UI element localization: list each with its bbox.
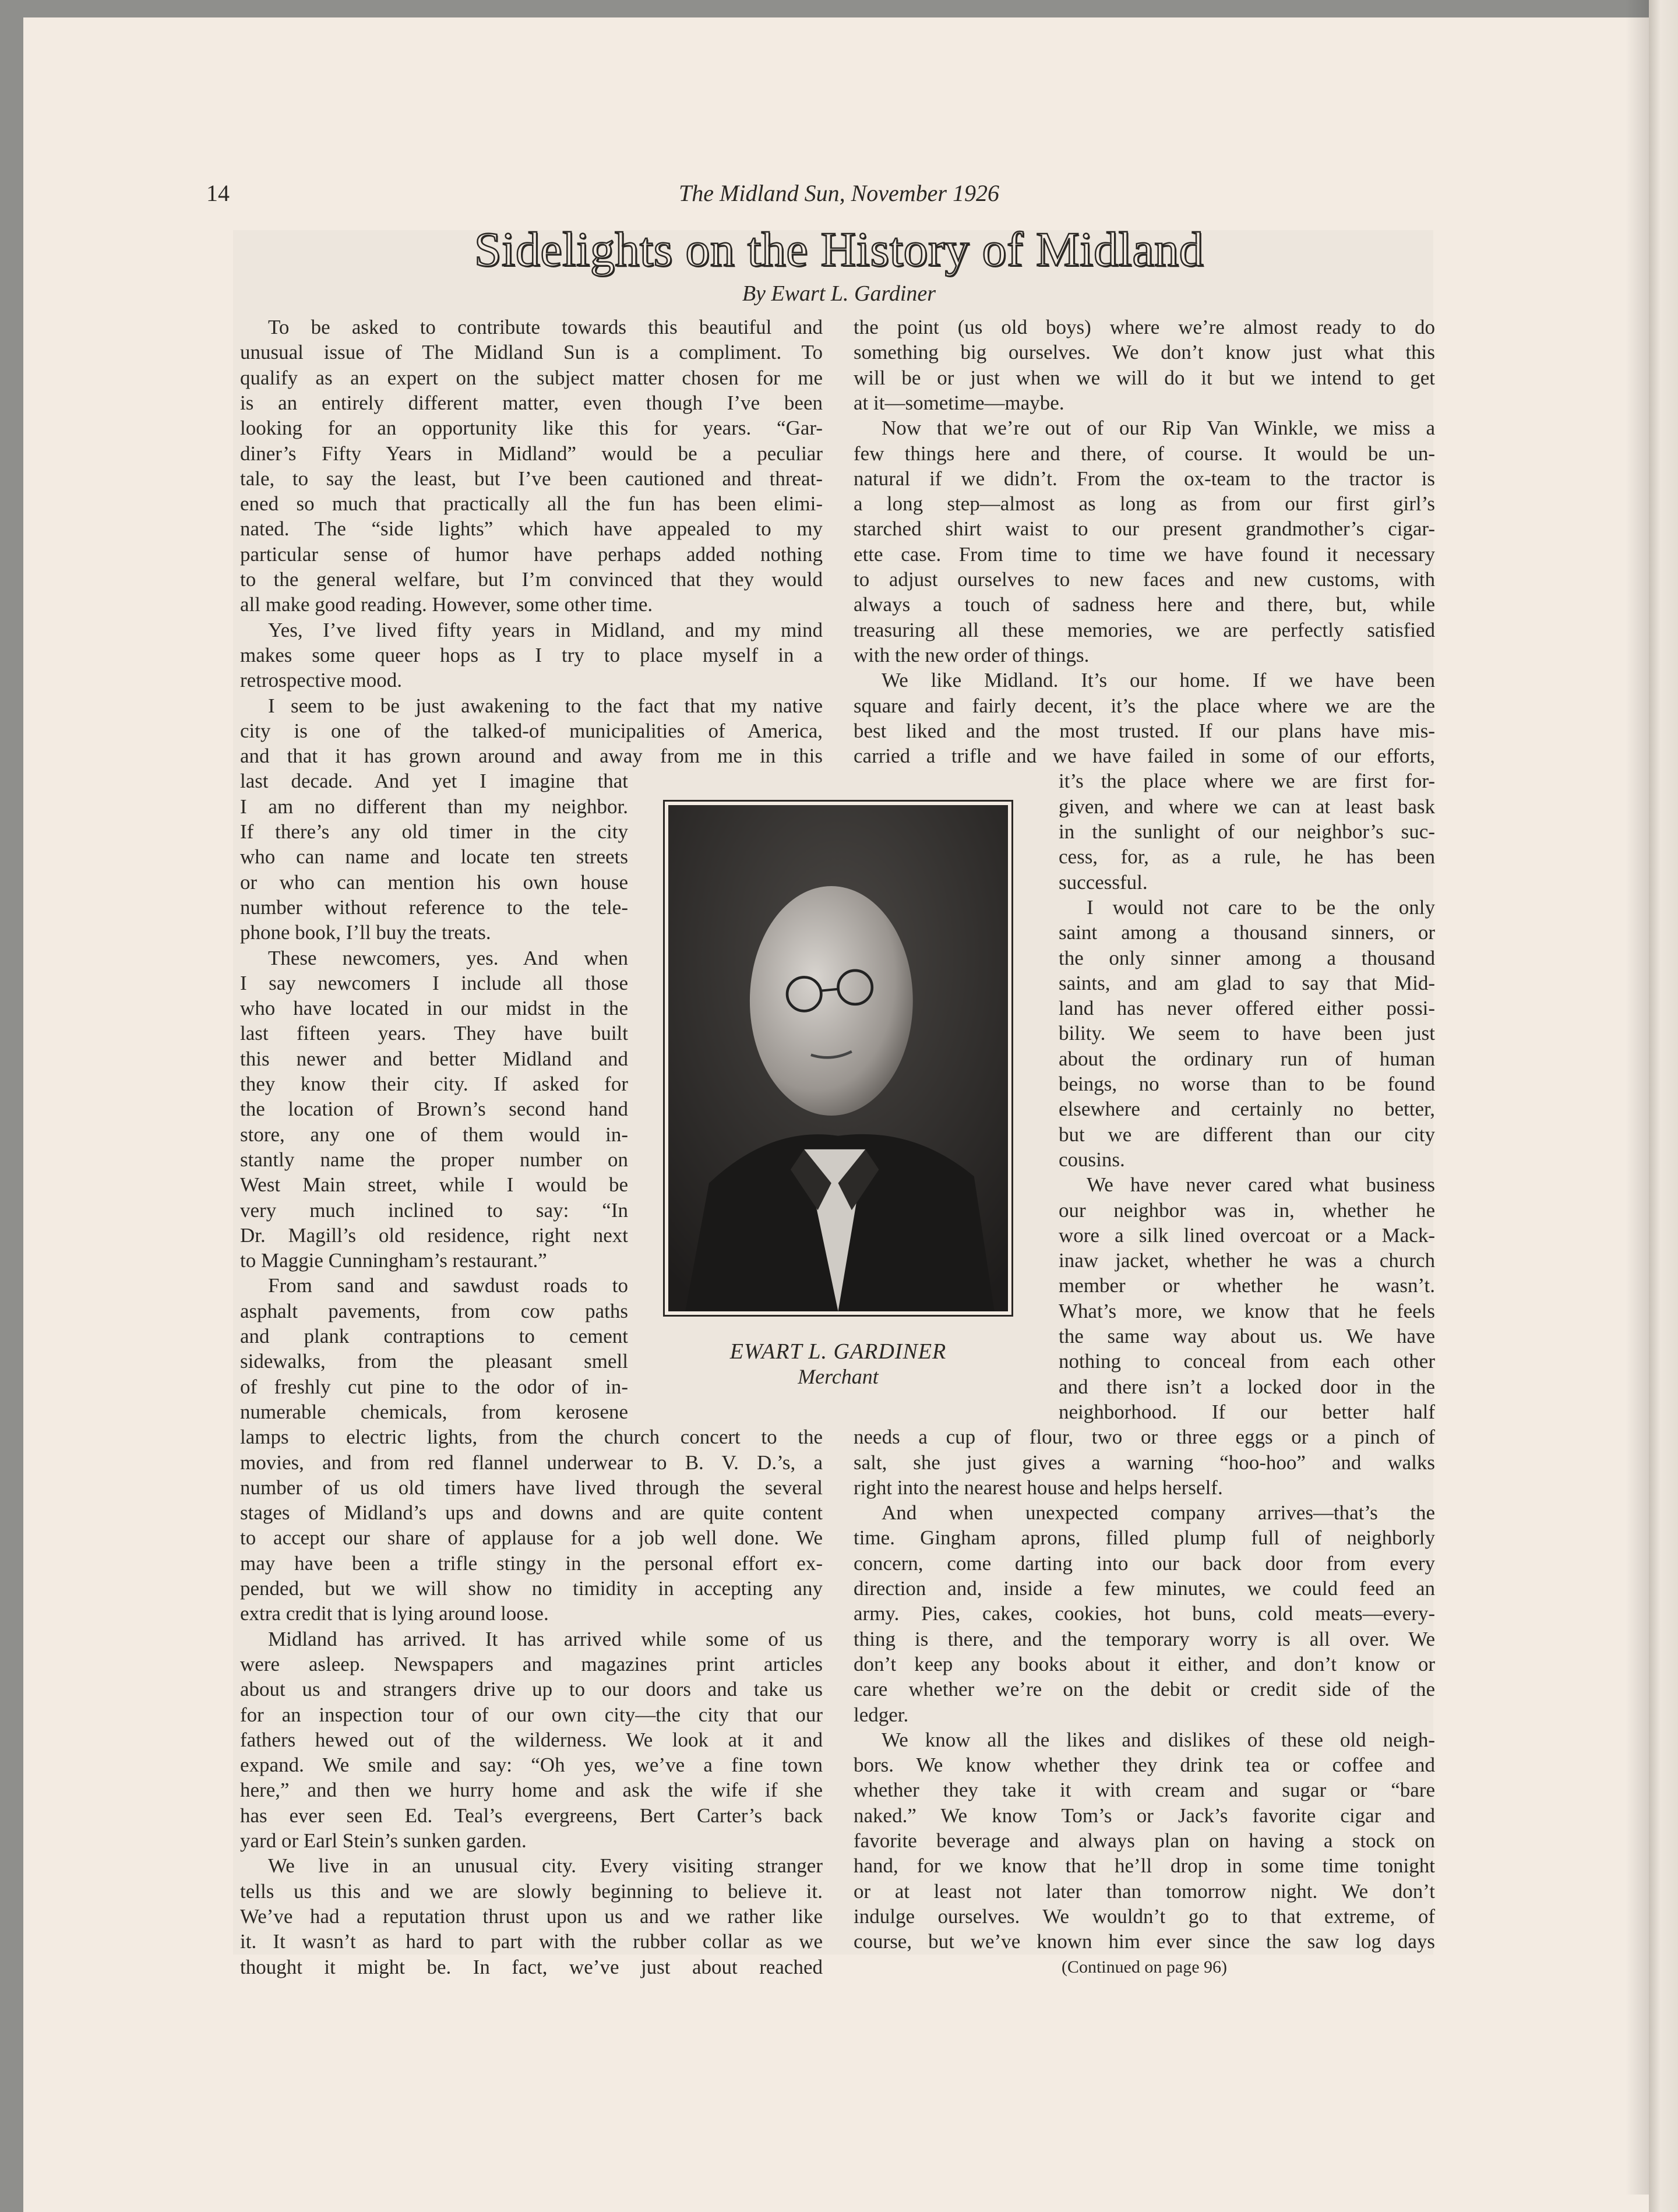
text-line: We have never cared what business [1087, 1173, 1435, 1197]
text-line: may have been a trifle stingy in the personal effort ex- [240, 1551, 823, 1575]
text-line: of freshly cut pine to the odor of in- [240, 1375, 628, 1398]
text-line: don’t keep any books about it either, and don’t know or [854, 1652, 1435, 1675]
text-line: stantly name the proper number on [240, 1148, 628, 1171]
text-line: is an entirely different matter, even though I’ve been [240, 391, 823, 414]
text-line: best liked and the most trusted. If our plans have mis- [854, 719, 1435, 742]
text-line: saint among a thousand sinners, or [1059, 921, 1435, 944]
text-line: and there isn’t a locked door in the [1059, 1375, 1435, 1398]
text-line: given, and where we can at least bask [1059, 795, 1435, 818]
text-line: with the new order of things. [854, 643, 1090, 666]
text-line: has ever seen Ed. Teal’s evergreens, Bert Carter’s back [240, 1804, 823, 1827]
text-line: pended, but we will show no timidity in accepting any [240, 1577, 823, 1600]
text-line: needs a cup of flour, two or three eggs or a pinch of [854, 1426, 1435, 1449]
text-line: natural if we didn’t. From the ox-team to the tractor is [854, 467, 1435, 490]
text-line: it’s the place where we are first for- [1059, 770, 1435, 793]
text-line: ette case. From time to time we have found it necessary [854, 542, 1435, 566]
text-line: stages of Midland’s ups and downs and are quite content [240, 1501, 823, 1525]
text-line: thing is there, and the temporary worry is all over. We [854, 1627, 1435, 1650]
adjacent-page-edge [1649, 0, 1678, 2212]
text-line: I say newcomers I include all those [240, 971, 628, 994]
text-line: numerable chemicals, from kerosene [240, 1400, 628, 1423]
text-line: beings, no worse than to be found [1059, 1073, 1435, 1095]
text-line: whether they take it with cream and sugar or “bare [854, 1779, 1435, 1802]
article-byline: By Ewart L. Gardiner [742, 281, 936, 306]
text-line: I seem to be just awakening to the fact that my native [268, 694, 823, 717]
text-line: here,” and then we hurry home and ask the wife if she [240, 1779, 823, 1802]
text-line: particular sense of humor have perhaps added nothing [240, 542, 823, 566]
text-line: about the ordinary run of human [1059, 1047, 1435, 1070]
text-line: but we are different than our city [1059, 1123, 1435, 1146]
text-line: qualify as an expert on the subject matter chosen for me [240, 366, 823, 389]
page-number: 14 [206, 180, 230, 206]
text-line: From sand and sawdust roads to [268, 1274, 628, 1297]
text-line: We live in an unusual city. Every visiting stranger [268, 1854, 823, 1878]
text-line: care whether we’re on the debit or credit side of the [854, 1678, 1435, 1701]
text-line: or at least not later than tomorrow night. We don’t [854, 1879, 1435, 1903]
text-line: the point (us old boys) where we’re almost ready to do [854, 316, 1435, 338]
text-line: lamps to electric lights, from the church concert to the [240, 1426, 823, 1449]
text-line: We know all the likes and dislikes of these old neigh- [882, 1728, 1435, 1751]
text-line: cousins. [1059, 1148, 1125, 1171]
text-line: bility. We seem to have been just [1059, 1022, 1435, 1045]
text-line: store, any one of them would in- [240, 1123, 628, 1146]
portrait-image [668, 805, 1008, 1311]
text-line: fathers hewed out of the wilderness. We look at it and [240, 1728, 823, 1751]
text-line: bors. We know whether they drink tea or coffee and [854, 1754, 1435, 1777]
text-line: expand. We smile and say: “Oh yes, we’ve a fine town [240, 1754, 823, 1777]
text-line: member or whether he wasn’t. [1059, 1274, 1435, 1297]
text-line: city is one of the talked-of municipalities of America, [240, 719, 823, 742]
text-line: right into the nearest house and helps herself. [854, 1476, 1223, 1499]
page-edge-shadow [1626, 0, 1649, 2195]
text-line: nated. The “side lights” which have appealed to my [240, 517, 823, 541]
text-line: direction and, inside a few minutes, we could feed an [854, 1577, 1435, 1600]
text-line: in the sunlight of our neighbor’s suc- [1059, 820, 1435, 843]
text-line: this newer and better Midland and [240, 1047, 628, 1070]
text-line: We’ve had a reputation thrust upon us and we rather like [240, 1904, 823, 1928]
text-line: looking for an opportunity like this for years. “Gar- [240, 417, 823, 440]
text-line: a long step—almost as long as from our first girl’s [854, 492, 1435, 516]
running-head: The Midland Sun, November 1926 [679, 180, 999, 206]
text-line: West Main street, while I would be [240, 1173, 628, 1197]
text-line: who have located in our midst in the [240, 997, 628, 1020]
text-line: the same way about us. We have [1059, 1325, 1435, 1347]
text-line: to adjust ourselves to new faces and new customs, with [854, 568, 1435, 591]
text-line: cess, for, as a rule, he has been [1059, 845, 1435, 869]
text-line: movies, and from red flannel underwear to B. V. D.’s, a [240, 1451, 823, 1474]
text-line: treasuring all these memories, we are perfectly satisfied [854, 618, 1435, 641]
text-line: These newcomers, yes. And when [268, 946, 628, 969]
text-line: wore a silk lined overcoat or a Mack- [1059, 1223, 1435, 1247]
text-line: concern, come darting into our back door from every [854, 1551, 1435, 1575]
text-line: hand, for we know that he’ll drop in some time tonight [854, 1854, 1435, 1878]
text-line: retrospective mood. [240, 669, 402, 692]
text-line: number without reference to the tele- [240, 895, 628, 919]
text-line: Midland has arrived. It has arrived while some of us [268, 1627, 823, 1650]
text-line: to accept our share of applause for a job well done. We [240, 1526, 823, 1550]
text-line: number of us old timers have lived through the several [240, 1476, 823, 1499]
text-line: To be asked to contribute towards this beautiful and [268, 316, 823, 338]
text-line: our neighbor was in, whether he [1059, 1198, 1435, 1222]
text-line: yard or Earl Stein’s sunken garden. [240, 1829, 527, 1852]
text-line: all make good reading. However, some other time. [240, 593, 653, 616]
text-line: successful. [1059, 870, 1148, 894]
text-line: always a touch of sadness here and there, but, while [854, 593, 1435, 616]
text-line: extra credit that is lying around loose. [240, 1602, 549, 1625]
text-line: were asleep. Newspapers and magazines print articles [240, 1652, 823, 1675]
text-line: at it—sometime—maybe. [854, 391, 1064, 414]
text-line: indulge ourselves. We wouldn’t go to that extreme, of [854, 1904, 1435, 1928]
text-line: unusual issue of The Midland Sun is a compliment. To [240, 341, 823, 364]
text-line: inaw jacket, whether he was a church [1059, 1249, 1435, 1272]
text-line: the only sinner among a thousand [1059, 946, 1435, 969]
article-title: Sidelights on the History of Midland [474, 223, 1204, 277]
text-line: elsewhere and certainly no better, [1059, 1098, 1435, 1121]
text-line: favorite beverage and always plan on having a stock on [854, 1829, 1435, 1852]
text-line: If there’s any old timer in the city [240, 820, 628, 843]
text-line: it. It wasn’t as hard to part with the rubber collar as we [240, 1930, 823, 1953]
text-line: few things here and there, of course. It would be un- [854, 442, 1435, 465]
text-line: who can name and locate ten streets [240, 845, 628, 869]
photo-caption-role: Merchant [798, 1365, 879, 1388]
text-line: carried a trifle and we have failed in some of our efforts, [854, 745, 1435, 768]
photo-caption-name: EWART L. GARDINER [729, 1339, 947, 1364]
text-line: saints, and am glad to say that Mid- [1059, 971, 1435, 994]
text-line: to Maggie Cunningham’s restaurant.” [240, 1249, 547, 1272]
text-line: land has never offered either possi- [1059, 997, 1435, 1020]
text-line: makes some queer hops as I try to place myself in a [240, 643, 823, 666]
text-line: last decade. And yet I imagine that [240, 770, 628, 793]
text-line: salt, she just gives a warning “hoo-hoo” and walks [854, 1451, 1435, 1474]
text-line: for an inspection tour of our own city—the city that our [240, 1703, 823, 1726]
text-line: neighborhood. If our better half [1059, 1400, 1435, 1423]
text-line: We like Midland. It’s our home. If we have been [882, 669, 1435, 692]
text-line: will be or just when we will do it but we intend to get [854, 366, 1435, 389]
text-line: very much inclined to say: “In [240, 1198, 628, 1222]
portrait-photo [663, 800, 1013, 1317]
text-line: course, but we’ve known him ever since the saw log days [854, 1930, 1435, 1953]
text-line: about us and strangers drive up to our doors and take us [240, 1678, 823, 1701]
text-line: and plank contraptions to cement [240, 1325, 628, 1347]
text-line: to the general welfare, but I’m convinced that they would [240, 568, 823, 591]
text-line: they know their city. If asked for [240, 1073, 628, 1095]
text-line: Now that we’re out of our Rip Van Winkle, we miss a [882, 417, 1435, 440]
text-line: and that it has grown around and away from me in this [240, 745, 823, 768]
text-line: starched shirt waist to our present grandmother’s cigar- [854, 517, 1435, 541]
text-line: tale, to say the least, but I’ve been cautioned and threat- [240, 467, 823, 490]
text-line: I am no different than my neighbor. [240, 795, 628, 818]
text-line: ened so much that practically all the fun has been elimi- [240, 492, 823, 516]
text-line: asphalt pavements, from cow paths [240, 1299, 628, 1322]
text-line: something big ourselves. We don’t know just what this [854, 341, 1435, 364]
text-line: phone book, I’ll buy the treats. [240, 921, 491, 944]
text-line: Yes, I’ve lived fifty years in Midland, and my mind [268, 618, 823, 641]
text-line: And when unexpected company arrives—that’s the [882, 1501, 1435, 1525]
text-line: sidewalks, from the pleasant smell [240, 1350, 628, 1373]
text-line: diner’s Fifty Years in Midland” would be a peculiar [240, 442, 823, 465]
text-line: tells us this and we are slowly beginning to believe it. [240, 1879, 823, 1903]
continued-notice: (Continued on page 96) [1061, 1957, 1228, 1977]
text-line: ledger. [854, 1703, 909, 1726]
text-line: nothing to conceal from each other [1059, 1350, 1435, 1373]
text-line: square and fairly decent, it’s the place where we are the [854, 694, 1435, 717]
text-line: last fifteen years. They have built [240, 1022, 628, 1045]
text-line: thought it might be. In fact, we’ve just about reached [240, 1955, 823, 1978]
text-line: I would not care to be the only [1087, 895, 1435, 919]
text-line: or who can mention his own house [240, 870, 628, 894]
text-line: Dr. Magill’s old residence, right next [240, 1223, 628, 1247]
text-line: time. Gingham aprons, filled plump full of neighborly [854, 1526, 1435, 1550]
text-line: What’s more, we know that he feels [1059, 1299, 1435, 1322]
text-line: naked.” We know Tom’s or Jack’s favorite cigar and [854, 1804, 1435, 1827]
text-line: army. Pies, cakes, cookies, hot buns, cold meats—every- [854, 1602, 1435, 1625]
text-line: the location of Brown’s second hand [240, 1098, 628, 1121]
